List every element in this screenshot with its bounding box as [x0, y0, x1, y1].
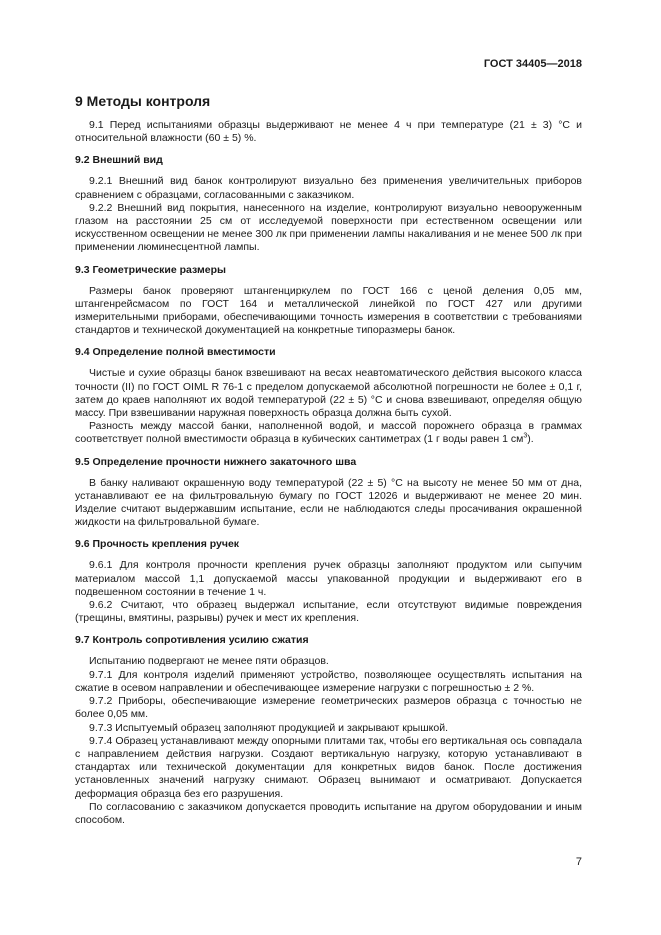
paragraph-9-7-5: По согласованию с заказчиком допускается проводить испытание на другом оборудовании и иным способом. — [75, 800, 582, 826]
paragraph-9-6-1: 9.6.1 Для контроля прочности крепления ручек образцы заполняют продуктом или сыпучим материалом массой 1,1 допускаемой массы упакованной продукции и выдерживают его в подвешенном состоянии в течение 1 ч. — [75, 559, 582, 598]
capacity-text: Разность между массой банки, наполненной водой, и массой порожнего образца в граммах соответствует полной вместимости образца в кубических сантиметрах (1 г воды равен 1 см — [75, 420, 582, 446]
section-title: 9 Методы контроля — [75, 93, 211, 109]
page-number: 7 — [575, 856, 582, 868]
paragraph-9-5: В банку наливают окрашенную воду температурой (22 ± 5) °С на высоту не менее 50 мм от дна, устанавливают ее на фильтровальную бумагу по ГОСТ 12026 и выдерживают не менее 20 мин. Изделие считают выдержавшим испытание, если не наблюдаются следы просачивания окрашенной жидкости на фильтровальной бумаге. — [75, 476, 582, 529]
superscript: 3 — [523, 432, 528, 440]
paragraph-9-4-a: Чистые и сухие образцы банок взвешивают на весах неавтоматического действия высокого класса точности (II) по ГОСТ OIML R 76-1 с пределом допускаемой абсолютной погрешности не более ± 0,1 г, затем до краев наполняют их водой температурой (22 ± 5) °С и снова взвешивают, определяя общую массу. При взвешивании наружная поверхность образца должна быть сухой. — [75, 367, 582, 420]
paragraph-9-7-intro: Испытанию подвергают не менее пяти образцов. — [89, 655, 329, 668]
heading-9-5: 9.5 Определение прочности нижнего закаточного шва — [75, 455, 357, 468]
paragraph-9-4-b — [75, 420, 582, 446]
paragraph-9-6-2: 9.6.2 Считают, что образец выдержал испытание, если отсутствуют видимые повреждения (трещины, вмятины, разрывы) ручек и мест их крепления. — [75, 599, 582, 625]
heading-9-2: 9.2 Внешний вид — [75, 154, 163, 167]
heading-9-4: 9.4 Определение полной вместимости — [75, 346, 276, 359]
document-body — [75, 93, 582, 827]
paragraph-9-7-1: 9.7.1 Для контроля изделий применяют устройство, позволяющее осуществлять испытания на сжатие в осевом направлении и обеспечивающее измерение нагрузки с погрешностью ± 2 %. — [75, 668, 582, 694]
paragraph-9-7-3: 9.7.3 Испытуемый образец заполняют продукцией и закрывают крышкой. — [89, 721, 448, 734]
heading-9-3: 9.3 Геометрические размеры — [75, 263, 226, 276]
heading-9-6: 9.6 Прочность крепления ручек — [75, 538, 240, 551]
paragraph-9-2-2: 9.2.2 Внешний вид покрытия, нанесенного на изделие, контролируют визуально невооруженным глазом на расстоянии 25 см от исследуемой поверхности при естественном освещении или искусственном освещении не менее 300 лк при применении лампы накаливания и не менее 500 лк при применении люминесцентной лампы. — [75, 201, 582, 254]
capacity-text-end: ). — [527, 433, 534, 446]
paragraph-9-1: 9.1 Перед испытаниями образцы выдерживают не менее 4 ч при температуре (21 ± 3) °С и относительной влажности (60 ± 5) %. — [75, 119, 582, 145]
paragraph-9-7-4: 9.7.4 Образец устанавливают между опорными плитами так, чтобы его вертикальная ось совпадала с направлением действия нагрузки. Создают вертикальную нагрузку, которую устанавливают в стандартах или технической документации для конкретных видов банок. После достижения установленных значений нагрузку снимают. Образец вынимают и осматривают. Допускается деформация образца без его разрушения. — [75, 734, 582, 800]
paragraph-9-3: Размеры банок проверяют штангенциркулем по ГОСТ 166 с ценой деления 0,05 мм, штангенрейсмасом по ГОСТ 164 и металлической линейкой по ГОСТ 427 или другими измерительными приборами, обеспечивающими точность измерения в соответствии с требованиями стандартов и технической документацией на конкретные типоразмеры банок. — [75, 284, 582, 337]
paragraph-9-2-1: 9.2.1 Внешний вид банок контролируют визуально без применения увеличительных приборов сравнением с образцами, согласованными с заказчиком. — [75, 175, 582, 201]
paragraph-9-7-2: 9.7.2 Приборы, обеспечивающие измерение геометрических размеров образца с точностью не более 0,05 мм. — [75, 695, 582, 721]
heading-9-7: 9.7 Контроль сопротивления усилию сжатия — [75, 634, 309, 647]
standard-number: ГОСТ 34405—2018 — [483, 58, 582, 70]
